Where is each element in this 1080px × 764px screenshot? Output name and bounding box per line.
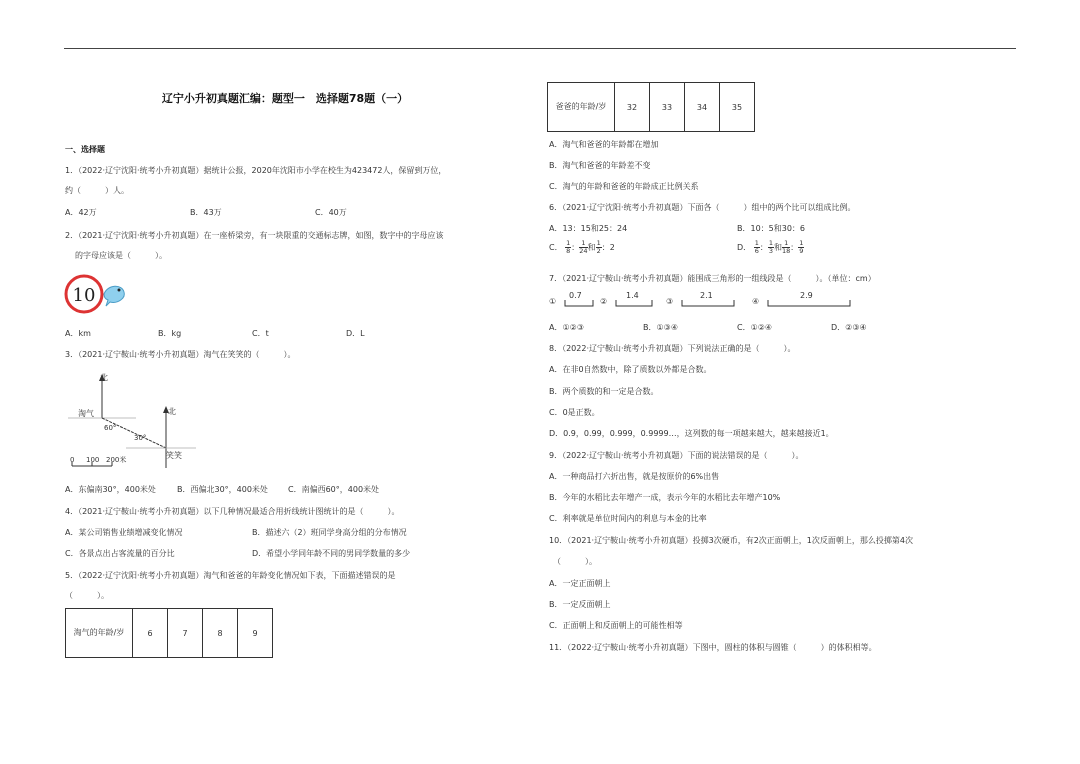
q7-option-b: B．①③④ — [643, 323, 679, 332]
q4-option-b: B．描述六（2）班同学身高分组的分布情况 — [252, 528, 407, 537]
q9-option-b: B．今年的水稻比去年增产一成，表示今年的水稻比去年增产10% — [549, 493, 781, 502]
q2-text: 2．（2021·辽宁沈阳·统考小升初真题）在一座桥梁旁，有一块限重的交通标志牌，如图，数字中的字母应该 — [65, 231, 444, 240]
table-row — [66, 609, 273, 658]
q7-option-d: D．②③④ — [831, 323, 867, 332]
q5-option-c: C．淘气的年龄和爸爸的年龄成正比例关系 — [549, 182, 699, 191]
q10-option-b: B．一定反面朝上 — [549, 600, 611, 609]
q5-option-a: A．淘气和爸爸的年龄都在增加 — [549, 140, 659, 149]
segment-label: ① — [549, 297, 557, 306]
q9-option-c: C．利率就是单位时间内的利息与本金的比率 — [549, 514, 707, 523]
table-cell: 9 — [238, 609, 273, 658]
q3-option-b: B．西偏北30°，400米处 — [177, 485, 268, 494]
sign-number: 10 — [72, 285, 96, 306]
q11-text: 11．（2022·辽宁鞍山·统考小升初真题）下图中，圆柱的体积与圆锥（ ）的体积相等。 — [549, 643, 877, 652]
q7-option-a: A．①②③ — [549, 323, 584, 332]
q6-option-c: C． $\frac{1}{8}$ ： $\frac{1}{24}$ 和 $\frac{1}{2}$ ：2 — [549, 239, 615, 255]
q3-direction-figure — [66, 370, 206, 472]
q10-option-c: C．正面朝上和反面朝上的可能性相等 — [549, 621, 683, 630]
q10-text-2: （ ）。 — [553, 557, 597, 566]
q2-sign-figure — [64, 272, 134, 316]
segment-length: 2.1 — [700, 291, 713, 300]
q1-text: 1．（2022·辽宁沈阳·统考小升初真题）据统计公报，2020年沈阳市小学在校生为423472人，保留到万位， — [65, 166, 447, 175]
segment-label: ② — [600, 297, 608, 306]
table-cell: 35 — [720, 83, 755, 132]
q4-option-c: C．各景点出占客流量的百分比 — [65, 549, 175, 558]
table-row — [548, 83, 755, 132]
q8-option-a: A．在非0自然数中，除了质数以外都是合数。 — [549, 365, 712, 374]
north-label-1: 北 — [100, 373, 108, 382]
q2-text-2: 的字母应该是（ ）。 — [75, 251, 167, 260]
table-cell: 6 — [133, 609, 168, 658]
q1-text-2: 约（ ）人。 — [65, 186, 129, 195]
segment-label: ④ — [752, 297, 760, 306]
xiaoxiao-label: 笑笑 — [166, 451, 182, 460]
q1-option-a: A．42万 — [65, 208, 97, 217]
taoqi-age-table — [65, 608, 273, 658]
q9-option-a: A．一种商品打六折出售，就是按原价的6%出售 — [549, 472, 720, 481]
q8-text: 8．（2022·辽宁鞍山·统考小升初真题）下列说法正确的是（ ）。 — [549, 344, 796, 353]
q4-option-a: A．某公司销售业绩增减变化情况 — [65, 528, 183, 537]
dad-age-table — [547, 82, 755, 132]
segment-2 — [600, 291, 660, 308]
q3-option-a: A．东偏南30°，400米处 — [65, 485, 156, 494]
scale-200: 200米 — [106, 456, 127, 464]
segment-label: ③ — [666, 297, 674, 306]
taoqi-label: 淘气 — [78, 409, 94, 418]
q2-option-a: A．km — [65, 329, 91, 338]
table-cell: 34 — [685, 83, 720, 132]
q2-option-c: C．t — [252, 329, 269, 338]
section-heading: 一、选择题 — [65, 145, 105, 154]
q6-option-b: B．10：5和30：6 — [737, 224, 806, 233]
q5-text: 5．（2022·辽宁沈阳·统考小升初真题）淘气和爸爸的年龄变化情况如下表，下面描述错误的是 — [65, 571, 396, 580]
table-cell: 7 — [168, 609, 203, 658]
q8-option-b: B．两个质数的和一定是合数。 — [549, 387, 659, 396]
north-label-2: 北 — [168, 407, 176, 416]
q4-option-d: D．希望小学同年龄不同的男同学数量的多少 — [252, 549, 411, 558]
segment-3 — [666, 291, 746, 308]
bird-icon — [104, 286, 124, 306]
taoqi-age-header: 淘气的年龄/岁 — [66, 609, 133, 658]
scale-100: 100 — [86, 456, 100, 464]
q1-option-c: C．40万 — [315, 208, 347, 217]
page-title: 辽宁小升初真题汇编：题型一 选择题78题（一） — [161, 92, 409, 105]
header-rule — [64, 48, 1016, 49]
segment-length: 2.9 — [800, 291, 813, 300]
scale-0: 0 — [70, 456, 75, 464]
segment-length: 0.7 — [569, 291, 582, 300]
q6-option-d: D． $\frac{1}{6}$ ： $\frac{1}{3}$ 和 $\frac{1}{18}$ ： $\frac{1}{9}$ — [737, 239, 804, 255]
table-cell: 8 — [203, 609, 238, 658]
q8-option-d: D．0.9，0.99，0.999，0.9999…，这列数的每一项越来越大，越来越接近1。 — [549, 429, 834, 438]
q3-text: 3．（2021·辽宁鞍山·统考小升初真题）淘气在笑笑的（ ）。 — [65, 350, 296, 359]
q10-text: 10．（2021·辽宁鞍山·统考小升初真题）投掷3次硬币，有2次正面朝上，1次反面朝上，那么投掷第4次 — [549, 536, 913, 545]
table-cell: 32 — [615, 83, 650, 132]
dad-age-header: 爸爸的年龄/岁 — [548, 83, 615, 132]
q3-option-c: C．南偏西60°，400米处 — [288, 485, 380, 494]
q6-text: 6．（2021·辽宁沈阳·统考小升初真题）下面各（ ）组中的两个比可以组成比例。 — [549, 203, 856, 212]
segment-length: 1.4 — [626, 291, 639, 300]
q4-text: 4．（2021·辽宁鞍山·统考小升初真题）以下几种情况最适合用折线统计图统计的是（ ）。 — [65, 507, 400, 516]
q7-text: 7．（2021·辽宁鞍山·统考小升初真题）能围成三角形的一组线段是（ ）。（单位：cm） — [549, 274, 876, 283]
q7-option-c: C．①②④ — [737, 323, 773, 332]
q5-text-2: （ ）。 — [65, 591, 109, 600]
q8-option-c: C．0是正数。 — [549, 408, 600, 417]
q5-option-b: B．淘气和爸爸的年龄差不变 — [549, 161, 651, 170]
table-cell: 33 — [650, 83, 685, 132]
q1-option-b: B．43万 — [190, 208, 222, 217]
q2-option-d: D．L — [346, 329, 365, 338]
segment-4 — [752, 291, 862, 308]
angle-30: 30° — [134, 434, 147, 442]
q10-option-a: A．一定正面朝上 — [549, 579, 611, 588]
q2-option-b: B．kg — [158, 329, 182, 338]
q9-text: 9．（2022·辽宁鞍山·统考小升初真题）下面的说法错误的是（ ）。 — [549, 451, 804, 460]
angle-60: 60° — [104, 424, 117, 432]
q6-option-a: A．13：15和25：24 — [549, 224, 628, 233]
